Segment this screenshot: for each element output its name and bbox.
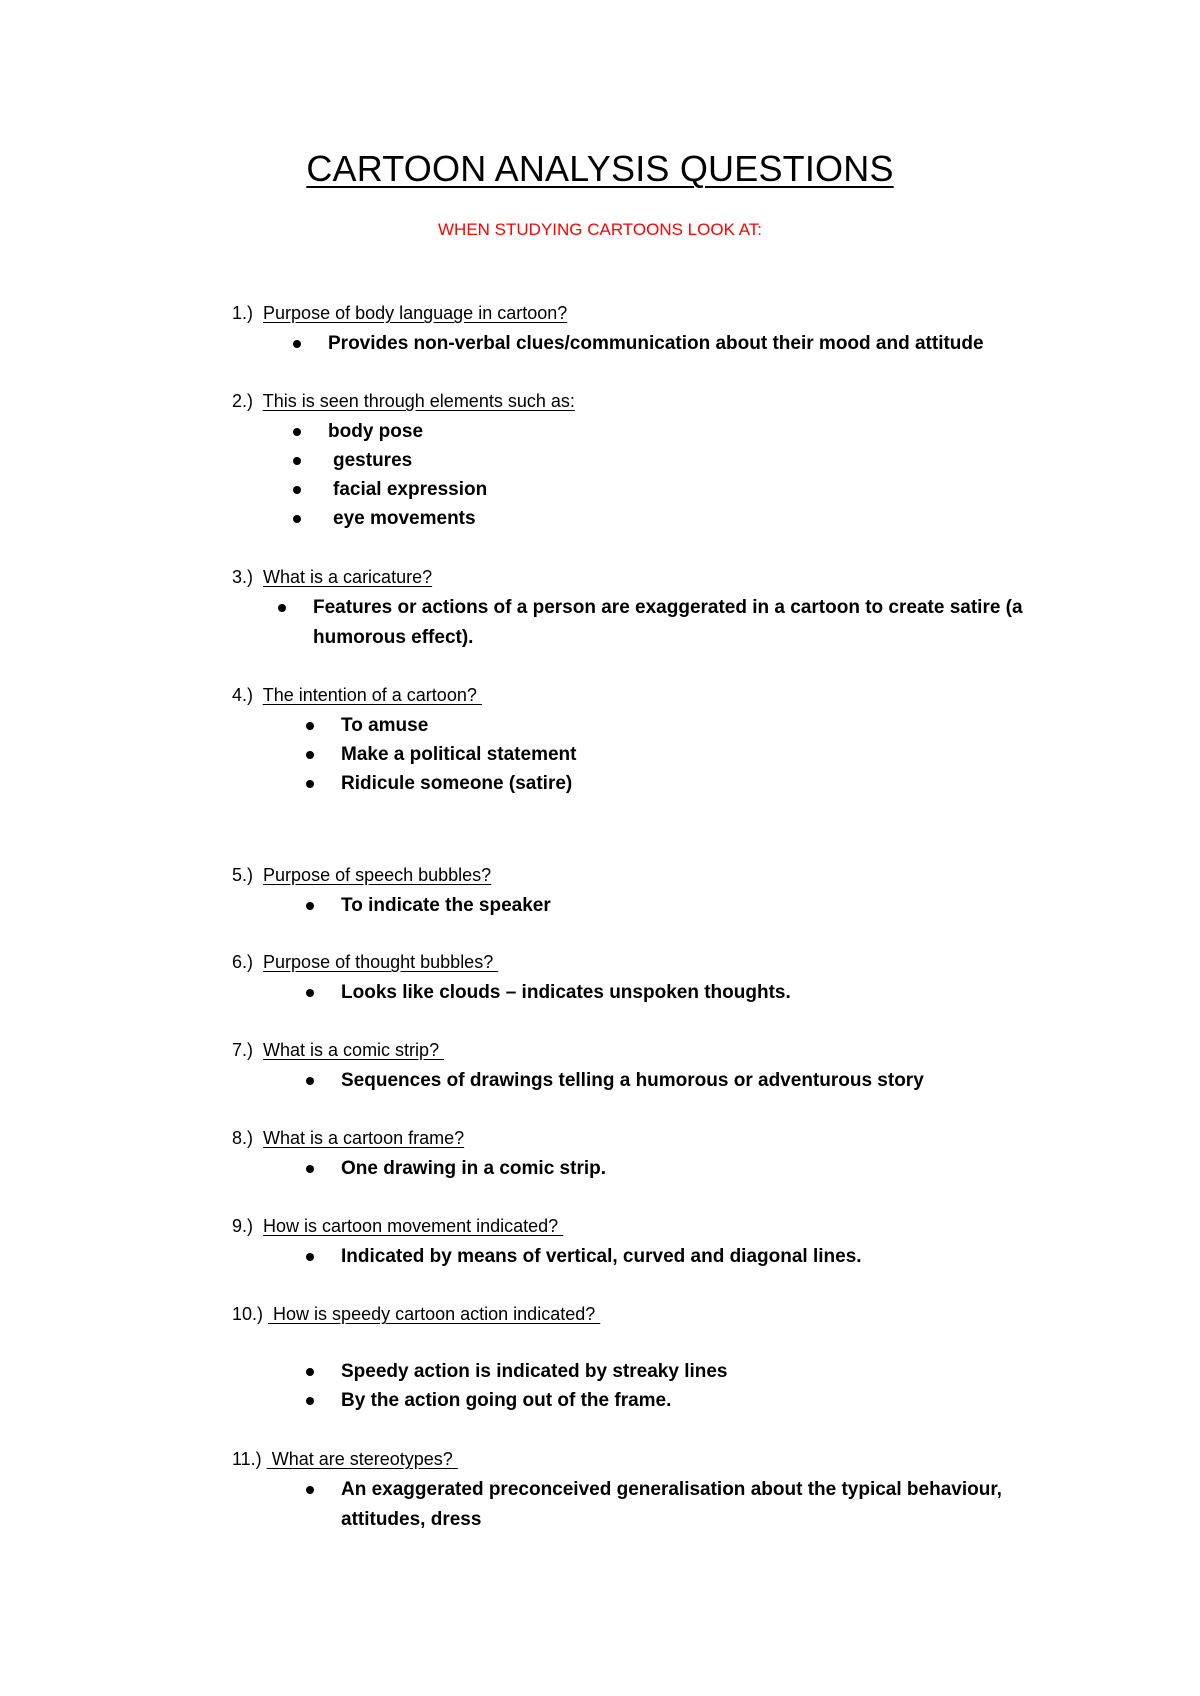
question-11: [232, 1448, 458, 1470]
bullet-icon: [306, 1253, 314, 1261]
bullet-icon: [293, 457, 301, 465]
page-subtitle: WHEN STUDYING CARTOONS LOOK AT:: [438, 220, 762, 239]
answer-item: To indicate the speaker: [341, 895, 551, 916]
bullet-icon: [306, 1077, 314, 1085]
question-number: 3.): [232, 567, 254, 587]
question-text: How is speedy cartoon action indicated?: [268, 1304, 601, 1324]
question-9: [232, 1215, 563, 1237]
question-number: 5.): [232, 865, 254, 885]
question-number: 9.): [232, 1216, 254, 1236]
question-5: [232, 864, 491, 886]
bullet-icon: [293, 340, 301, 348]
question-number: 1.): [232, 303, 254, 323]
answer-item: Speedy action is indicated by streaky lines: [341, 1361, 728, 1382]
answer-item: By the action going out of the frame.: [341, 1390, 672, 1411]
question-number: 4.): [232, 685, 254, 705]
question-number: 6.): [232, 952, 254, 972]
question-3: [232, 566, 432, 588]
answer-item: One drawing in a comic strip.: [341, 1158, 606, 1179]
bullet-icon: [306, 1397, 314, 1405]
page-title: CARTOON ANALYSIS QUESTIONS: [306, 148, 894, 189]
question-number: 10.): [232, 1304, 264, 1324]
bullet-icon: [306, 902, 314, 910]
question-text: What is a cartoon frame?: [263, 1128, 465, 1148]
bullet-icon: [278, 604, 286, 612]
question-text: The intention of a cartoon?: [262, 685, 482, 705]
bullet-icon: [306, 1165, 314, 1173]
question-text: How is cartoon movement indicated?: [263, 1216, 564, 1236]
question-6: [232, 951, 498, 973]
answer-item: Ridicule someone (satire): [341, 773, 573, 794]
question-4: [232, 684, 482, 706]
answer-item: Features or actions of a person are exaggerated in a cartoon to create satire (a humorous effect).: [313, 597, 1023, 648]
answer-item: Looks like clouds – indicates unspoken thoughts.: [341, 982, 791, 1003]
question-7: [232, 1039, 444, 1061]
question-1: [232, 302, 567, 324]
bullet-icon: [306, 1368, 314, 1376]
question-text: Purpose of speech bubbles?: [263, 865, 492, 885]
question-2: [232, 390, 575, 412]
bullet-icon: [306, 780, 314, 788]
answer-item: Indicated by means of vertical, curved and diagonal lines.: [341, 1246, 862, 1267]
question-text: This is seen through elements such as:: [262, 391, 575, 411]
question-8: [232, 1127, 464, 1149]
answer-item: body pose: [328, 421, 424, 442]
question-text: Purpose of body language in cartoon?: [263, 303, 568, 323]
question-text: What are stereotypes?: [266, 1449, 458, 1469]
question-text: What is a comic strip?: [263, 1040, 445, 1060]
question-number: 8.): [232, 1128, 254, 1148]
bullet-icon: [293, 486, 301, 494]
question-number: 11.): [232, 1449, 262, 1469]
question-text: What is a caricature?: [263, 567, 433, 587]
bullet-icon: [293, 428, 301, 436]
answer-item: Make a political statement: [341, 744, 577, 765]
answer-item: gestures: [333, 450, 413, 471]
answer-item: facial expression: [333, 479, 488, 500]
bullet-icon: [306, 989, 314, 997]
bullet-icon: [306, 1486, 314, 1494]
bullet-icon: [306, 751, 314, 759]
question-number: 7.): [232, 1040, 254, 1060]
answer-item: eye movements: [333, 508, 476, 529]
question-number: 2.): [232, 391, 254, 411]
answer-item: Provides non-verbal clues/communication about their mood and attitude: [328, 333, 984, 354]
answer-item: Sequences of drawings telling a humorous or adventurous story: [341, 1070, 924, 1091]
question-10: [232, 1303, 600, 1325]
question-text: Purpose of thought bubbles?: [263, 952, 499, 972]
answer-item: An exaggerated preconceived generalisation about the typical behaviour, attitudes, dress: [341, 1479, 1002, 1530]
bullet-icon: [306, 722, 314, 730]
bullet-icon: [293, 515, 301, 523]
answer-item: To amuse: [341, 715, 429, 736]
